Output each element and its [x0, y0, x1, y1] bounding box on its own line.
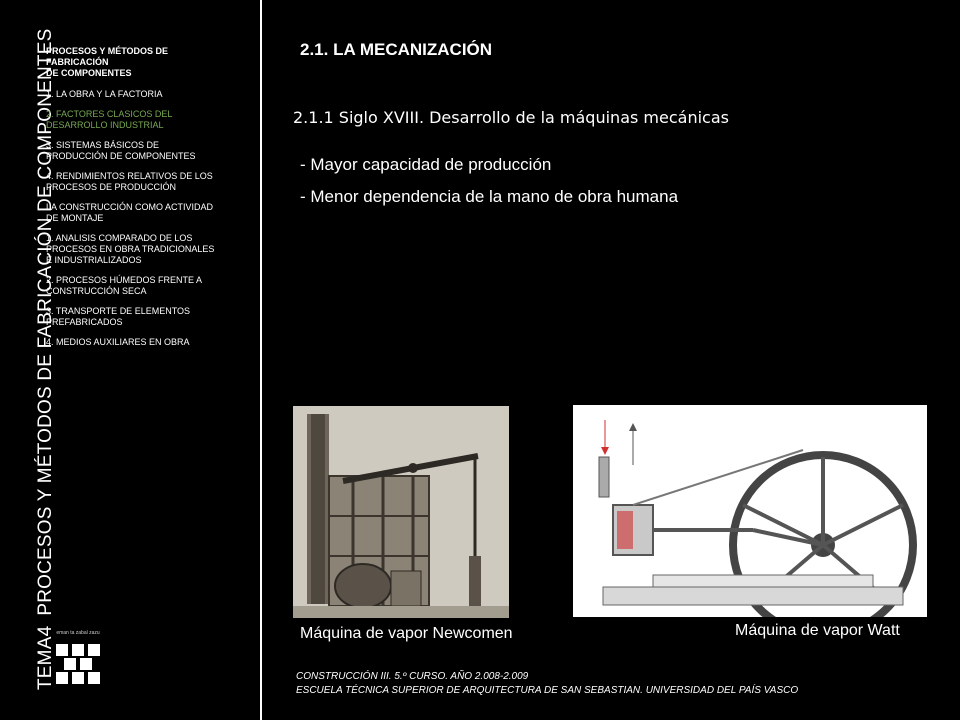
menu-item-analisis-comparado[interactable]: 1. ANALISIS COMPARADO DE LOS PROCESOS EN OBRA TRADICIONALES E INDUSTRIALIZADOS [46, 233, 215, 265]
menu-item-medios-auxiliares[interactable]: 4. MEDIOS AUXILIARES EN OBRA [46, 337, 190, 347]
vertical-course-title: PROCESOS Y MÉTODOS DE FABRICACIÓN DE COMPONENTES [35, 28, 56, 616]
footer-course: CONSTRUCCIÓN III. 5.º CURSO. AÑO 2.008-2.009 [296, 671, 529, 682]
menu-item-transporte[interactable]: 3. TRANSPORTE DE ELEMENTOS PREFABRICADOS [46, 306, 191, 327]
sidebar-divider [260, 0, 262, 720]
watt-engine-image [573, 405, 927, 617]
menu-item-rendimientos[interactable]: 4. RENDIMIENTOS RELATIVOS DE LOS PROCESOS DE PRODUCCIÓN [46, 171, 213, 192]
caption-newcomen: Máquina de vapor Newcomen [300, 625, 513, 642]
bullet-item: - Mayor capacidad de producción [300, 155, 552, 174]
logo-motto: eman ta zabal zazu [56, 630, 100, 636]
menu-title: PROCESOS Y MÉTODOS DE FABRICACIÓN DE COMPONENTES [46, 46, 169, 78]
section-title: 2.1. LA MECANIZACIÓN [300, 40, 493, 59]
caption-watt: Máquina de vapor Watt [735, 622, 900, 639]
tema-label: TEMA4 [35, 625, 56, 690]
subtitle: 2.1.1 Siglo XVIII. Desarrollo de la máquinas mecánicas [293, 108, 729, 127]
menu-item-sistemas-basicos[interactable]: 3. SISTEMAS BÁSICOS DE PRODUCCIÓN DE COMPONENTES [46, 140, 196, 161]
university-logo [50, 630, 106, 690]
logo-emblem-icon [50, 640, 106, 688]
menu-item-obra-factoria[interactable]: 1. LA OBRA Y LA FACTORIA [46, 89, 163, 99]
menu-item-procesos-humedos[interactable]: 2. PROCESOS HÚMEDOS FRENTE A CONSTRUCCIÓN SECA [46, 275, 203, 296]
menu-item-construccion-montaje[interactable]: LA CONSTRUCCIÓN COMO ACTIVIDAD DE MONTAJE [46, 202, 214, 223]
bullet-item: - Menor dependencia de la mano de obra humana [300, 187, 679, 206]
footer [296, 670, 798, 698]
newcomen-engine-image [293, 406, 509, 618]
menu-item-factores-clasicos[interactable]: 2. FACTORES CLASICOS DEL DESARROLLO INDUSTRIAL [46, 109, 173, 130]
bullet-list [300, 155, 678, 219]
footer-school: ESCUELA TÉCNICA SUPERIOR DE ARQUITECTURA DE SAN SEBASTIAN. UNIVERSIDAD DEL PAÍS VASCO [296, 685, 799, 696]
sidebar-menu [46, 46, 251, 357]
